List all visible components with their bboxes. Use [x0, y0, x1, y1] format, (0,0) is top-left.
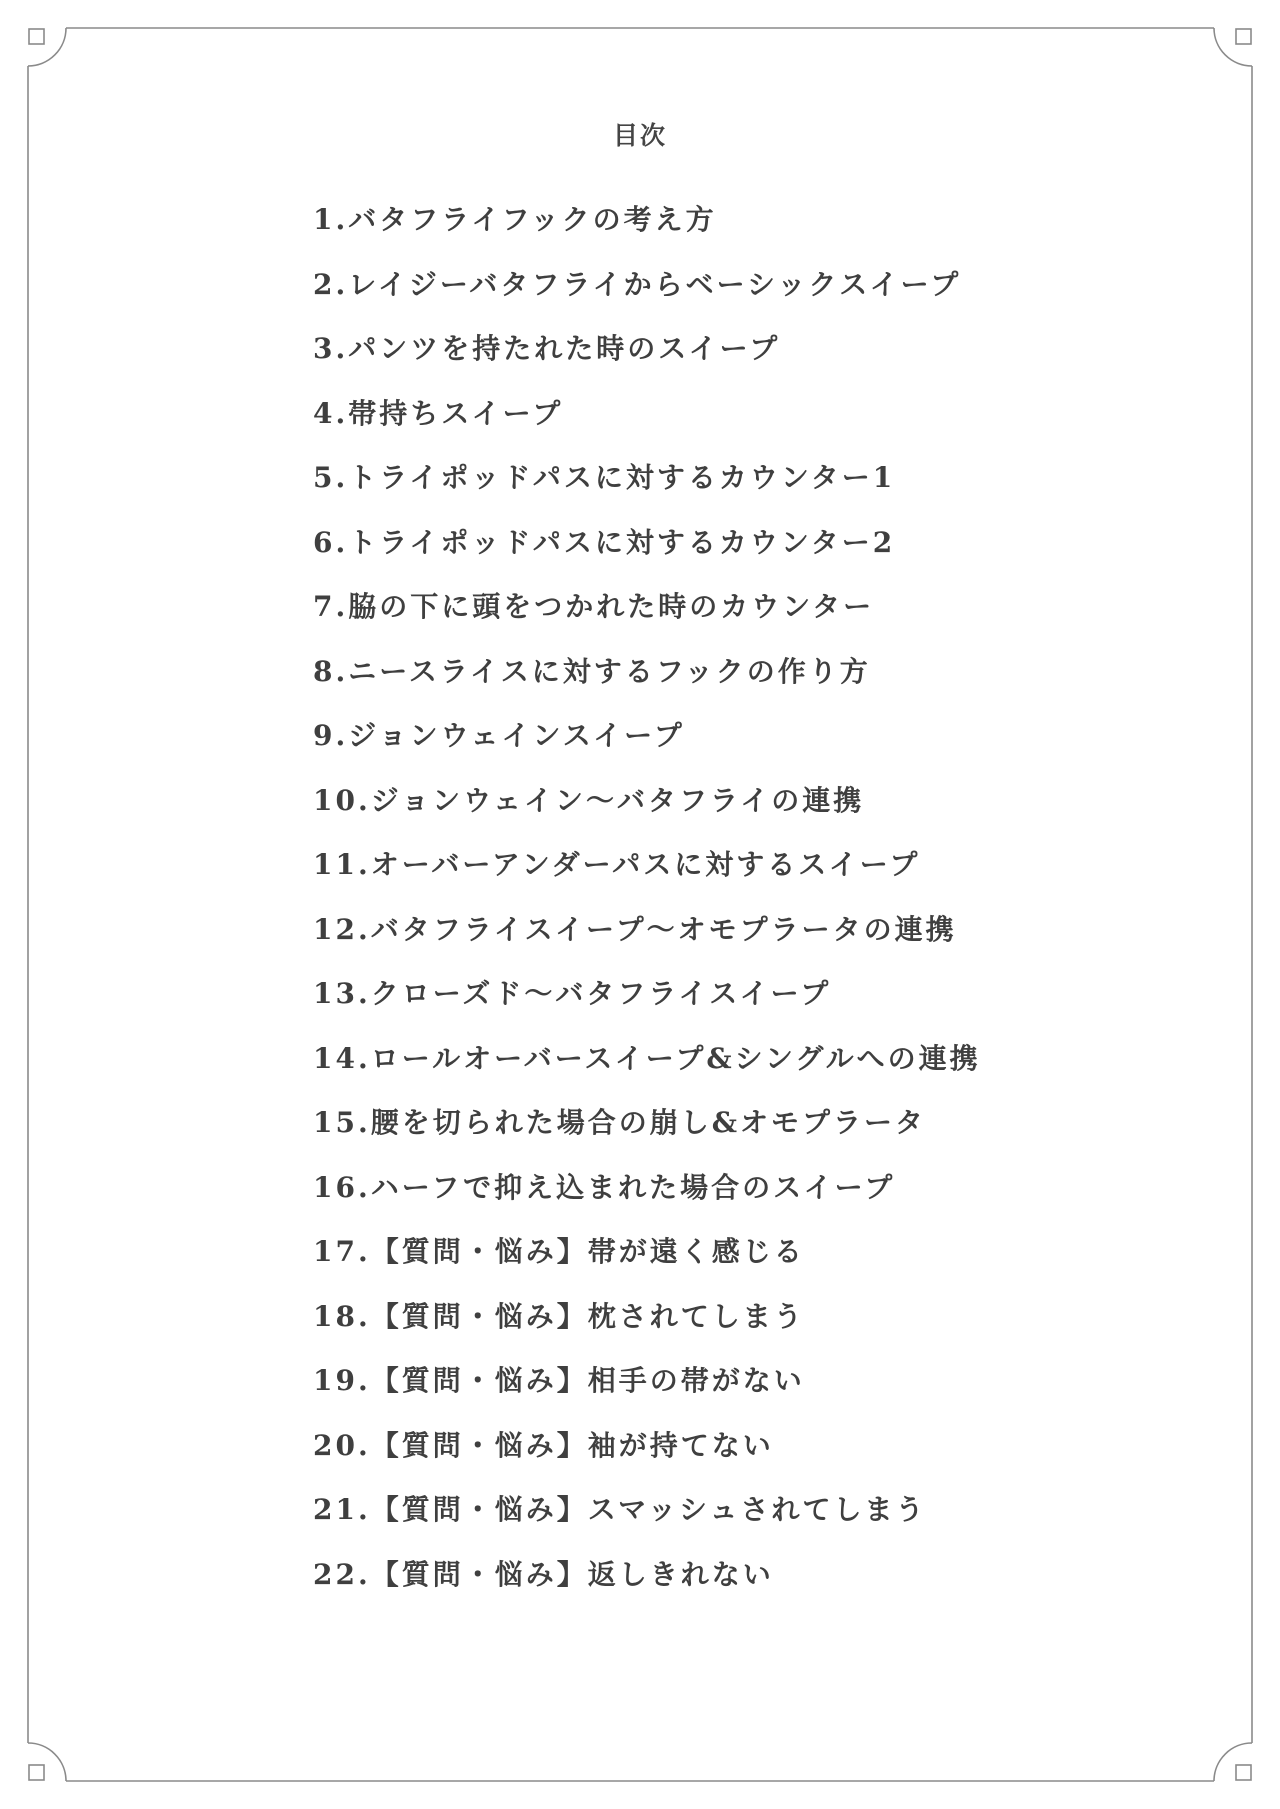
toc-item-12: 12.バタフライスイープ〜オモプラータの連携 — [313, 912, 957, 946]
toc-item-10: 10.ジョンウェイン〜バタフライの連携 — [313, 783, 865, 817]
toc-item-22: 22.【質問・悩み】返しきれない — [313, 1557, 774, 1591]
toc-item-11: 11.オーバーアンダーパスに対するスイープ — [313, 848, 921, 881]
toc-item-13: 13.クローズド〜バタフライスイープ — [313, 977, 832, 1010]
toc-item-4: 4.帯持ちスイープ — [313, 396, 564, 430]
toc-item-21: 21.【質問・悩み】スマッシュされてしまう — [313, 1493, 927, 1526]
toc-item-7: 7.脇の下に頭をつかれた時のカウンター — [313, 590, 875, 623]
toc-item-2: 2.レイジーバタフライからベーシックスイープ — [313, 267, 962, 301]
toc-item-3: 3.パンツを持たれた時のスイープ — [313, 332, 781, 365]
toc-item-19: 19.【質問・悩み】相手の帯がない — [313, 1364, 805, 1397]
toc-item-17: 17.【質問・悩み】帯が遠く感じる — [313, 1235, 805, 1268]
toc-item-14: 14.ロールオーバースイープ&シングルへの連携 — [313, 1041, 981, 1075]
toc-item-15: 15.腰を切られた場合の崩し&オモプラータ — [313, 1106, 926, 1139]
table-of-contents — [313, 195, 981, 1614]
toc-item-6: 6.トライポッドパスに対するカウンター2 — [313, 525, 896, 559]
toc-item-1: 1.バタフライフックの考え方 — [313, 203, 717, 236]
page-title: 目次 — [612, 121, 667, 150]
toc-item-8: 8.ニースライスに対するフックの作り方 — [313, 654, 871, 688]
toc-item-20: 20.【質問・悩み】袖が持てない — [313, 1428, 774, 1462]
toc-item-5: 5.トライポッドパスに対するカウンター1 — [313, 461, 896, 494]
toc-item-16: 16.ハーフで抑え込まれた場合のスイープ — [313, 1170, 896, 1204]
toc-item-9: 9.ジョンウェインスイープ — [313, 719, 685, 752]
toc-item-18: 18.【質問・悩み】枕されてしまう — [313, 1299, 805, 1333]
